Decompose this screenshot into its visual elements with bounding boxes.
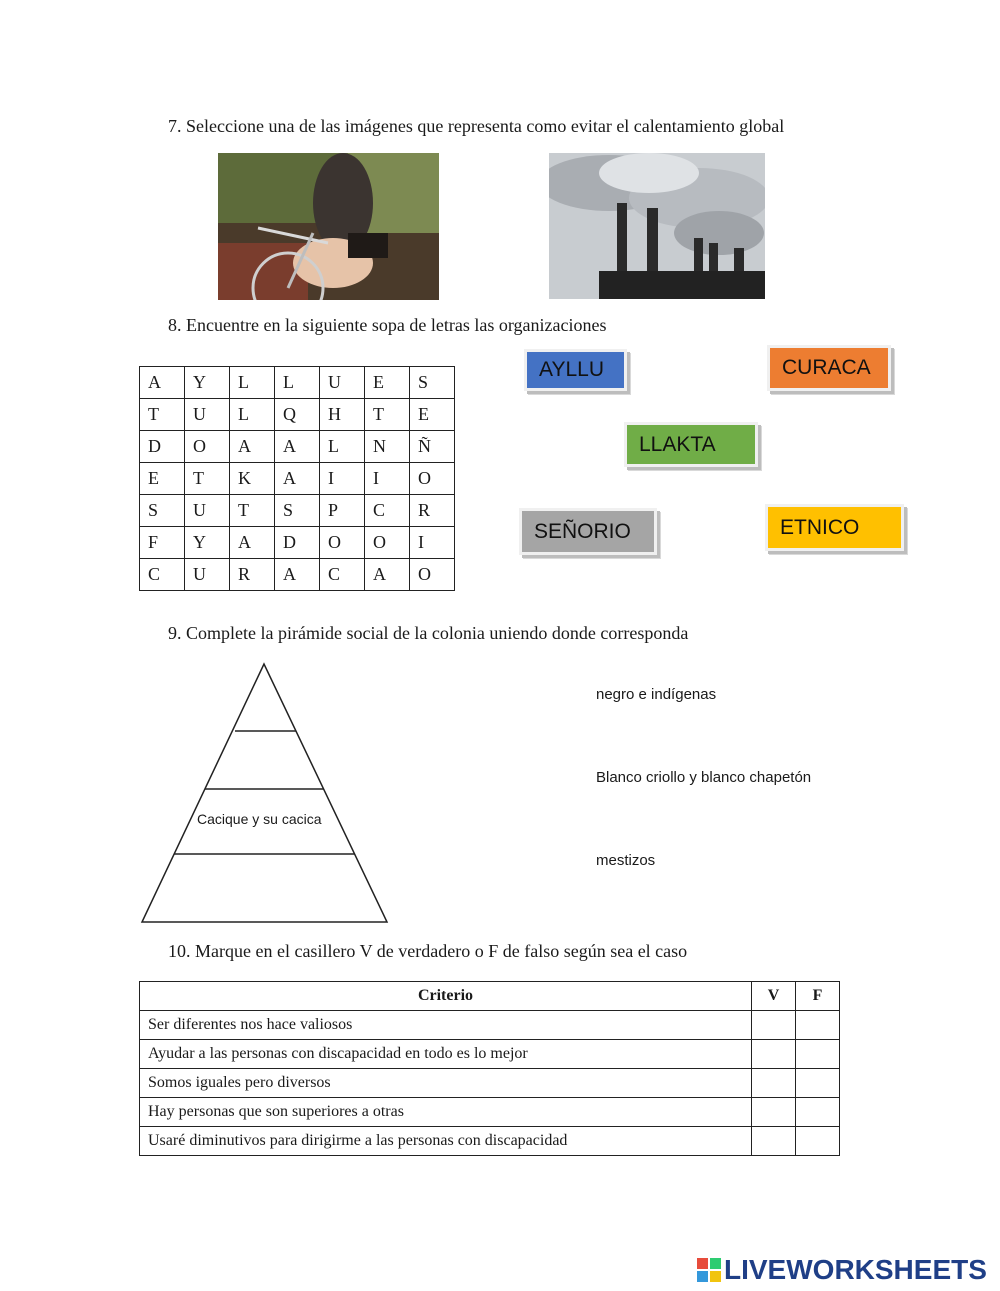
grid-cell[interactable]: A: [275, 431, 320, 463]
grid-cell[interactable]: A: [230, 527, 275, 559]
grid-row: [140, 495, 455, 527]
grid-cell[interactable]: L: [320, 431, 365, 463]
grid-cell[interactable]: P: [320, 495, 365, 527]
grid-cell[interactable]: L: [230, 367, 275, 399]
grid-cell[interactable]: A: [140, 367, 185, 399]
option-mestizos[interactable]: mestizos: [596, 852, 656, 869]
cell-f[interactable]: [796, 1098, 840, 1127]
table-row: [140, 1011, 840, 1040]
grid-cell[interactable]: S: [140, 495, 185, 527]
cell-f[interactable]: [796, 1069, 840, 1098]
cell-f[interactable]: [796, 1040, 840, 1069]
criterio-text: Usaré diminutivos para dirigirme a las personas con discapacidad: [140, 1127, 752, 1156]
cell-v[interactable]: [752, 1069, 796, 1098]
grid-cell[interactable]: D: [275, 527, 320, 559]
option-negro-indigenas[interactable]: negro e indígenas: [596, 686, 717, 703]
grid-cell[interactable]: U: [185, 559, 230, 591]
question-7: 7. Seleccione una de las imágenes que representa como evitar el calentamiento global: [168, 116, 785, 136]
grid-cell[interactable]: E: [365, 367, 410, 399]
criteria-header-row: [140, 982, 840, 1011]
grid-cell[interactable]: T: [185, 463, 230, 495]
grid-cell[interactable]: A: [275, 463, 320, 495]
cell-v[interactable]: [752, 1127, 796, 1156]
grid-cell[interactable]: O: [365, 527, 410, 559]
grid-cell[interactable]: C: [320, 559, 365, 591]
factory-smoke-photo[interactable]: [549, 153, 765, 299]
option-blanco-criollo[interactable]: Blanco criollo y blanco chapetón: [596, 769, 812, 786]
grid-cell[interactable]: I: [365, 463, 410, 495]
grid-cell[interactable]: U: [185, 495, 230, 527]
grid-cell[interactable]: R: [410, 495, 455, 527]
grid-cell[interactable]: T: [365, 399, 410, 431]
grid-cell[interactable]: A: [275, 559, 320, 591]
grid-row: [140, 559, 455, 591]
grid-cell[interactable]: I: [320, 463, 365, 495]
question-9: 9. Complete la pirámide social de la colonia uniendo donde corresponda: [168, 623, 689, 643]
grid-cell[interactable]: Q: [275, 399, 320, 431]
grid-cell[interactable]: C: [140, 559, 185, 591]
word-chip-llakta[interactable]: LLAKTA: [624, 422, 758, 467]
grid-cell[interactable]: I: [410, 527, 455, 559]
cell-v[interactable]: [752, 1098, 796, 1127]
grid-row: [140, 399, 455, 431]
question-10: 10. Marque en el casillero V de verdadero o F de falso según sea el caso: [168, 941, 688, 961]
question-8: 8. Encuentre en la siguiente sopa de letras las organizaciones: [168, 315, 607, 335]
word-chip-senorio[interactable]: SEÑORIO: [519, 508, 657, 555]
grid-cell[interactable]: E: [140, 463, 185, 495]
grid-row: [140, 367, 455, 399]
grid-cell[interactable]: H: [320, 399, 365, 431]
header-v: V: [752, 982, 796, 1011]
grid-cell[interactable]: L: [275, 367, 320, 399]
word-search-grid[interactable]: [139, 366, 455, 591]
liveworksheets-logo[interactable]: [697, 1254, 987, 1286]
grid-cell[interactable]: O: [410, 559, 455, 591]
grid-cell[interactable]: A: [230, 431, 275, 463]
table-row: [140, 1098, 840, 1127]
header-f: F: [796, 982, 840, 1011]
grid-cell[interactable]: F: [140, 527, 185, 559]
grid-cell[interactable]: E: [410, 399, 455, 431]
criteria-table: [139, 981, 840, 1156]
header-criterio: Criterio: [140, 982, 752, 1011]
word-chip-curaca[interactable]: CURACA: [767, 345, 891, 391]
grid-cell[interactable]: K: [230, 463, 275, 495]
grid-cell[interactable]: O: [320, 527, 365, 559]
cell-f[interactable]: [796, 1011, 840, 1040]
grid-cell[interactable]: R: [230, 559, 275, 591]
grid-cell[interactable]: C: [365, 495, 410, 527]
grid-cell[interactable]: A: [365, 559, 410, 591]
grid-cell[interactable]: S: [275, 495, 320, 527]
social-pyramid: [139, 662, 391, 926]
grid-row: [140, 463, 455, 495]
table-row: [140, 1040, 840, 1069]
table-row: [140, 1069, 840, 1098]
word-chip-etnico[interactable]: ETNICO: [765, 504, 904, 551]
logo-cubes-icon: [697, 1258, 721, 1282]
grid-cell[interactable]: D: [140, 431, 185, 463]
cell-v[interactable]: [752, 1011, 796, 1040]
factory-image: [549, 153, 765, 299]
word-chip-ayllu[interactable]: AYLLU: [524, 349, 627, 391]
grid-cell[interactable]: U: [320, 367, 365, 399]
criterio-text: Ayudar a las personas con discapacidad en todo es lo mejor: [140, 1040, 752, 1069]
logo-text: LIVEWORKSHEETS: [724, 1254, 987, 1285]
cell-v[interactable]: [752, 1040, 796, 1069]
grid-row: [140, 527, 455, 559]
bicycle-image: [218, 153, 439, 300]
grid-cell[interactable]: T: [230, 495, 275, 527]
grid-cell[interactable]: Y: [185, 527, 230, 559]
criterio-text: Ser diferentes nos hace valiosos: [140, 1011, 752, 1040]
grid-cell[interactable]: Ñ: [410, 431, 455, 463]
grid-cell[interactable]: S: [410, 367, 455, 399]
grid-cell[interactable]: L: [230, 399, 275, 431]
grid-cell[interactable]: O: [185, 431, 230, 463]
table-row: [140, 1127, 840, 1156]
grid-cell[interactable]: Y: [185, 367, 230, 399]
pyramid-label-cacique: Cacique y su cacica: [197, 811, 322, 827]
criterio-text: Somos iguales pero diversos: [140, 1069, 752, 1098]
grid-cell[interactable]: T: [140, 399, 185, 431]
criterio-text: Hay personas que son superiores a otras: [140, 1098, 752, 1127]
grid-cell[interactable]: U: [185, 399, 230, 431]
cell-f[interactable]: [796, 1127, 840, 1156]
grid-cell[interactable]: N: [365, 431, 410, 463]
bicycle-photo[interactable]: [218, 153, 439, 300]
grid-row: [140, 431, 455, 463]
grid-cell[interactable]: O: [410, 463, 455, 495]
